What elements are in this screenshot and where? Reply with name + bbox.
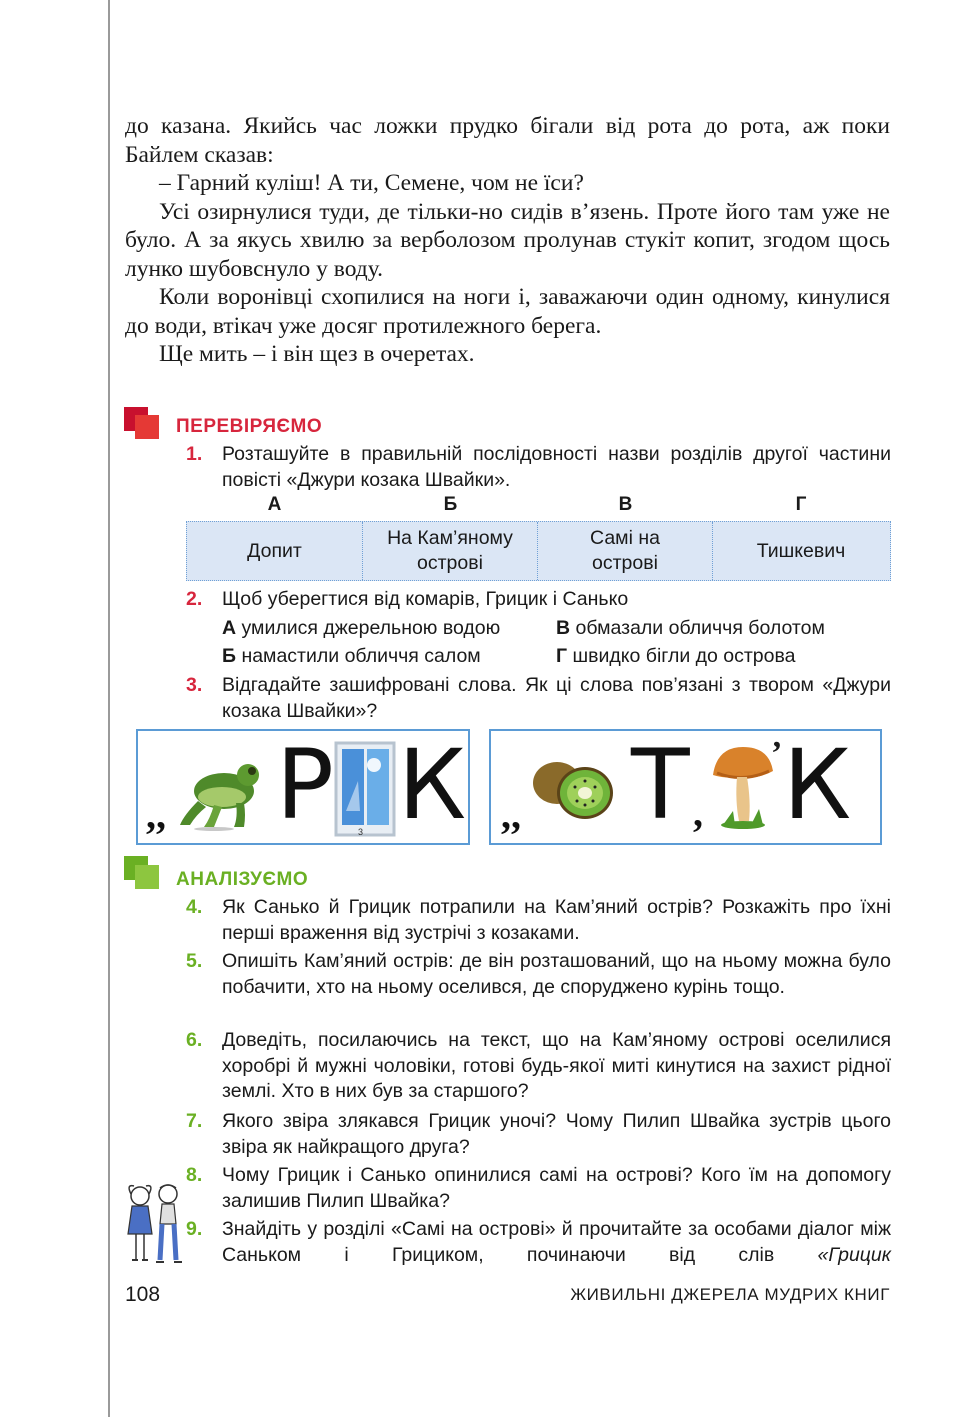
question-number: 4. [186, 896, 203, 918]
option-a[interactable] [222, 614, 500, 642]
question-4 [186, 895, 891, 946]
rebus-letter: К [398, 729, 467, 841]
section-marker-red-accent [135, 415, 159, 439]
question-text-main: Знайдіть у розділі «Самі на острові» й прочитайте за особами діалог між Саньком і Грициком, починаючи від слів [222, 1218, 891, 1266]
rebus-letter: Р [276, 729, 334, 841]
option-text: швидко бігли до острова [572, 645, 796, 667]
question-number: 7. [186, 1110, 203, 1132]
section-title-analyze: АНАЛІЗУЄМО [176, 869, 309, 890]
question-text: Опишіть Кам’яний острів: де він розташований, що на ньому можна було побачити, хто на ньому оселився, де споруджено курінь тощо. [222, 950, 891, 998]
question-text: Чому Грицик і Санько опинилися самі на острові? Кого їм на допомогу залишив Пилип Швайка? [222, 1164, 891, 1212]
frog-image [174, 745, 270, 831]
question-3 [186, 673, 891, 724]
window-number: 3 [358, 827, 364, 837]
story-paragraph: до казана. Якийсь час ложки прудко бігали від рота до рота, аж поки Байлем сказав: [125, 113, 890, 168]
option-b[interactable] [222, 642, 481, 670]
question-9 [186, 1217, 891, 1268]
question-number: 3. [186, 674, 203, 696]
apostrophe-mark: ’ [771, 735, 783, 772]
question-number: 5. [186, 950, 203, 972]
section-marker-green-accent [135, 865, 159, 889]
question-1 [186, 442, 891, 493]
question-text: Відгадайте зашифровані слова. Як ці слова пов’язані з твором «Джури козака Швайки»? [222, 674, 891, 722]
question-text-quote: «Грицик [817, 1243, 891, 1266]
question-text: Як Санько й Грицик потрапили на Кам’яний острів? Розкажіть про їхні перші враження від зустрічі з козаками. [222, 896, 891, 944]
rebus-quote-mark: ,, [146, 792, 166, 837]
question-text: Щоб уберегтися від комарів, Грицик і Санько [222, 588, 629, 610]
story-text [125, 112, 890, 369]
option-letter: Г [556, 645, 568, 667]
question-6 [186, 1028, 891, 1105]
question-7 [186, 1109, 891, 1160]
running-footer-title: ЖИВИЛЬНІ ДЖЕРЕЛА МУДРИХ КНИГ [570, 1285, 890, 1304]
question-text: Доведіть, посилаючись на текст, що на Кам’яному острові оселилися хоробрі й мужні чоловіки, готові будь-якої миті кинутися на захист рідної землі. Хто в них був за старшого? [222, 1029, 891, 1102]
option-letter: В [556, 617, 571, 639]
question-text: Розташуйте в правильній послідовності назви розділів другої частини повісті «Джури козака Швайки». [222, 443, 891, 491]
table-header [186, 494, 891, 518]
question-8 [186, 1163, 891, 1214]
table-header-cell: В [618, 494, 633, 515]
page-margin-line [108, 0, 110, 1417]
option-letter: Б [222, 645, 237, 667]
rebus-1 [136, 729, 470, 845]
question-text: Якого звіра злякався Грицик уночі? Чому Пилип Швайка зустрів цього звіра як найкращого друга? [222, 1110, 891, 1158]
option-text: намастили обличчя салом [241, 645, 481, 667]
question-5 [186, 949, 891, 1000]
question-number: 2. [186, 588, 203, 610]
table-cell: Самі на острові [538, 522, 713, 580]
table-header-cell: Г [795, 494, 807, 515]
rebus-quote-mark: ,, [501, 792, 521, 837]
chapters-table [186, 521, 891, 581]
table-cell: На Кам’яному острові [363, 522, 538, 580]
story-paragraph: Усі озирнулися туди, де тільки-но сидів в’язень. Проте його там уже не було. А за якусь хвилю за верболозом пролунав стукіт копит, згодом щось лунко шубовснуло у воду. [125, 198, 890, 282]
question-number: 8. [186, 1164, 203, 1186]
question-number: 6. [186, 1029, 203, 1051]
question-text [222, 1217, 891, 1268]
rebus-2 [489, 729, 882, 845]
table-header-cell: Б [443, 494, 458, 515]
section-title-check: ПЕРЕВІРЯЄМО [176, 416, 323, 437]
question-number: 1. [186, 443, 203, 465]
rebus-comma: , [693, 790, 703, 835]
table-cell: Тишкевич [756, 539, 846, 562]
kiwi-image [527, 753, 619, 825]
kids-doodle-icon [122, 1180, 188, 1264]
story-paragraph: – Гарний куліш! А ти, Семене, чом не їси? [159, 170, 584, 196]
page-number: 108 [125, 1283, 161, 1306]
option-v[interactable] [556, 614, 825, 642]
window-image [334, 741, 396, 837]
option-text: умилися джерельною водою [241, 617, 501, 639]
table-header-cell: А [267, 494, 282, 515]
rebus-letter: К [783, 729, 852, 841]
question-2 [186, 587, 891, 613]
option-letter: А [222, 617, 237, 639]
story-paragraph: Ще мить – і він щез в очеретах. [159, 341, 475, 367]
question-number: 9. [186, 1218, 203, 1240]
table-cell: Допит [187, 522, 363, 580]
story-paragraph: Коли воронівці схопилися на ноги і, заважаючи один одному, кинулися до води, втікач уже досяг протилежного берега. [125, 284, 890, 339]
option-g[interactable] [556, 642, 796, 670]
rebus-letter: Т [631, 729, 690, 841]
mushroom-image [707, 741, 777, 831]
option-text: обмазали обличчя болотом [575, 617, 825, 639]
